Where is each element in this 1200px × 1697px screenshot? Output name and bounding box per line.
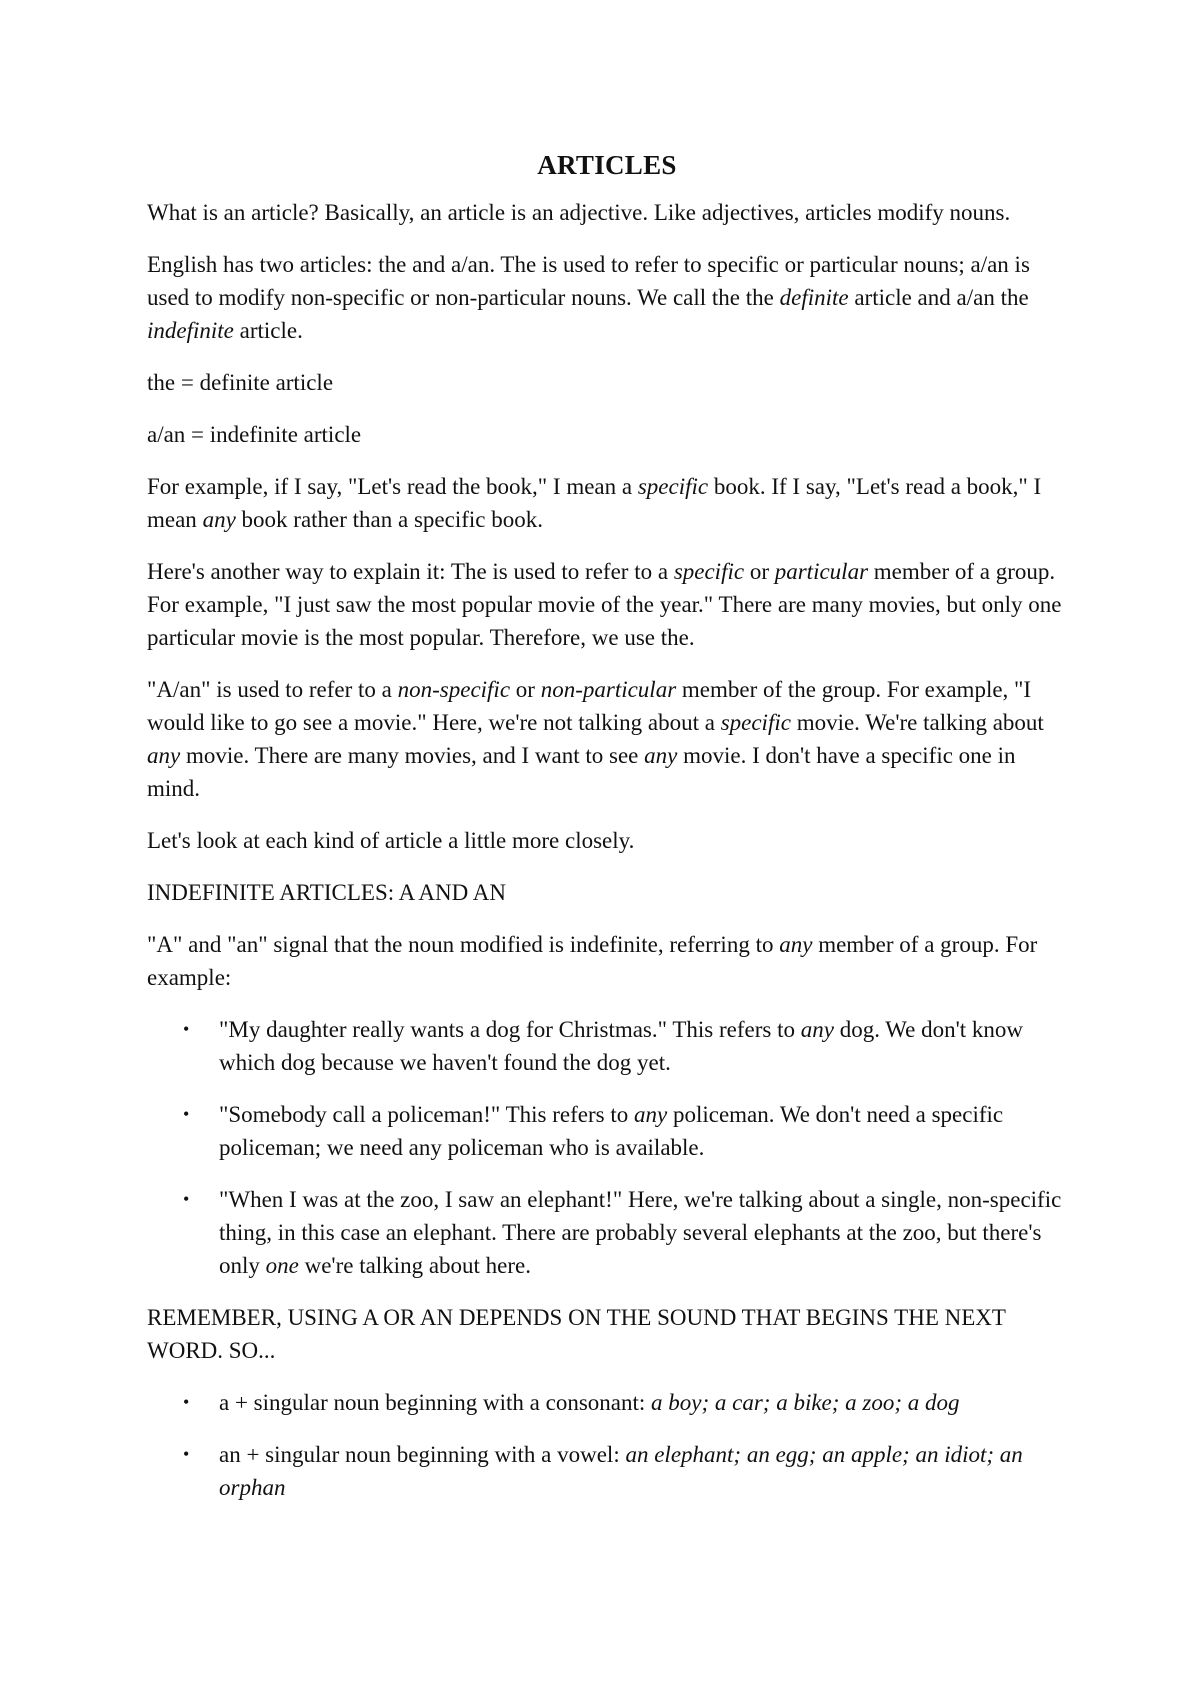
text-run: we're talking about here. — [298, 1253, 531, 1278]
text-run: book rather than a specific book. — [235, 507, 543, 532]
bullet-icon: • — [183, 1392, 190, 1412]
bullet-icon: • — [183, 1189, 190, 1209]
bullet-icon: • — [183, 1104, 190, 1124]
italic-text: definite — [779, 285, 849, 310]
list-item — [147, 1183, 1067, 1282]
italic-text: non-specific — [397, 677, 511, 702]
list-item — [147, 1013, 1067, 1079]
indefinite-article-line: a/an = indefinite article — [147, 422, 362, 447]
paragraph-a-an-signal — [147, 928, 1067, 994]
paragraph-a-an-usage — [147, 673, 1067, 805]
text-run: movie. There are many movies, and I want to see — [180, 743, 645, 768]
examples-list — [147, 1013, 1067, 1282]
text-run: an + singular noun beginning with a vowel: — [219, 1442, 626, 1467]
italic-text: an elephant; an egg; an apple; an idiot; an orphan — [219, 1442, 1023, 1500]
italic-text: any — [147, 743, 181, 768]
list-item — [147, 1438, 1067, 1504]
text-run: policeman. We don't need a specific policeman; we need any policeman who is available. — [219, 1102, 1004, 1160]
italic-text: specific — [673, 559, 745, 584]
text-run: member of a group. For example: — [147, 932, 1038, 990]
paragraph-another-way — [147, 555, 1067, 654]
text-run: "My daughter really wants a dog for Christmas." This refers to — [219, 1017, 801, 1042]
italic-text: a boy; a car; a bike; a zoo; a dog — [651, 1390, 960, 1415]
text-run: article and a/an the — [848, 285, 1029, 310]
remember-note: REMEMBER, USING A OR AN DEPENDS ON THE SOUND THAT BEGINS THE NEXT WORD. SO... — [147, 1305, 1006, 1363]
list-item — [147, 1098, 1067, 1164]
text-run: a + singular noun beginning with a consonant: — [219, 1390, 652, 1415]
text-run: movie. I don't have a specific one in mind. — [147, 743, 1016, 801]
italic-text: indefinite — [147, 318, 234, 343]
italic-text: any — [202, 507, 236, 532]
bullet-icon: • — [183, 1019, 190, 1039]
text-run: member of a group. For example, "I just saw the most popular movie of the year." There are many movies, but only one particular movie is the most popular. Therefore, we use the. — [147, 559, 1062, 650]
section-heading-indefinite: INDEFINITE ARTICLES: A AND AN — [147, 880, 506, 905]
text-run: "A" and "an" signal that the noun modified is indefinite, referring to — [147, 932, 780, 957]
italic-text: specific — [637, 474, 709, 499]
paragraph-book-example — [147, 470, 1067, 536]
document-body — [147, 148, 1067, 1523]
italic-text: non-particular — [540, 677, 677, 702]
paragraph-two-articles — [147, 248, 1067, 347]
text-run: Here's another way to explain it: The is used to refer to a — [147, 559, 674, 584]
text-run: article. — [233, 318, 303, 343]
italic-text: any — [800, 1017, 834, 1042]
text-run: "A/an" is used to refer to a — [147, 677, 398, 702]
text-run: dog. We don't know which dog because we haven't found the dog yet. — [219, 1017, 1024, 1075]
italic-text: any — [634, 1102, 668, 1127]
text-run: "When I was at the zoo, I saw an elephant!" Here, we're talking about a single, non-specific thing, in this case an elephant. There are probably several elephants at the zoo, but there's only — [219, 1187, 1062, 1278]
text-run: "Somebody call a policeman!" This refers to — [219, 1102, 634, 1127]
text-run: English has two articles: the and a/an. The is used to refer to specific or particular nouns; a/an is used to modify non-specific or non-particular nouns. We call the the — [147, 252, 1030, 310]
italic-text: specific — [720, 710, 791, 735]
bullet-icon: • — [183, 1444, 190, 1464]
paragraph-what-is-article: What is an article? Basically, an article is an adjective. Like adjectives, articles modify nouns. — [147, 200, 1011, 225]
italic-text: one — [265, 1253, 299, 1278]
text-run: member of the group. For example, "I would like to go see a movie." Here, we're not talking about a — [147, 677, 1032, 735]
italic-text: any — [644, 743, 678, 768]
text-run: or — [510, 677, 541, 702]
text-run: movie. We're talking about — [790, 710, 1044, 735]
text-run: book. If I say, "Let's read a book," I mean — [147, 474, 1042, 532]
text-run: For example, if I say, "Let's read the book," I mean a — [147, 474, 638, 499]
italic-text: any — [779, 932, 813, 957]
italic-text: particular — [774, 559, 869, 584]
text-run: or — [744, 559, 775, 584]
rules-list — [147, 1386, 1067, 1504]
definite-article-line: the = definite article — [147, 370, 334, 395]
list-item — [147, 1386, 1067, 1419]
page-title: ARTICLES — [537, 150, 677, 180]
paragraph-look-closely: Let's look at each kind of article a little more closely. — [147, 828, 635, 853]
